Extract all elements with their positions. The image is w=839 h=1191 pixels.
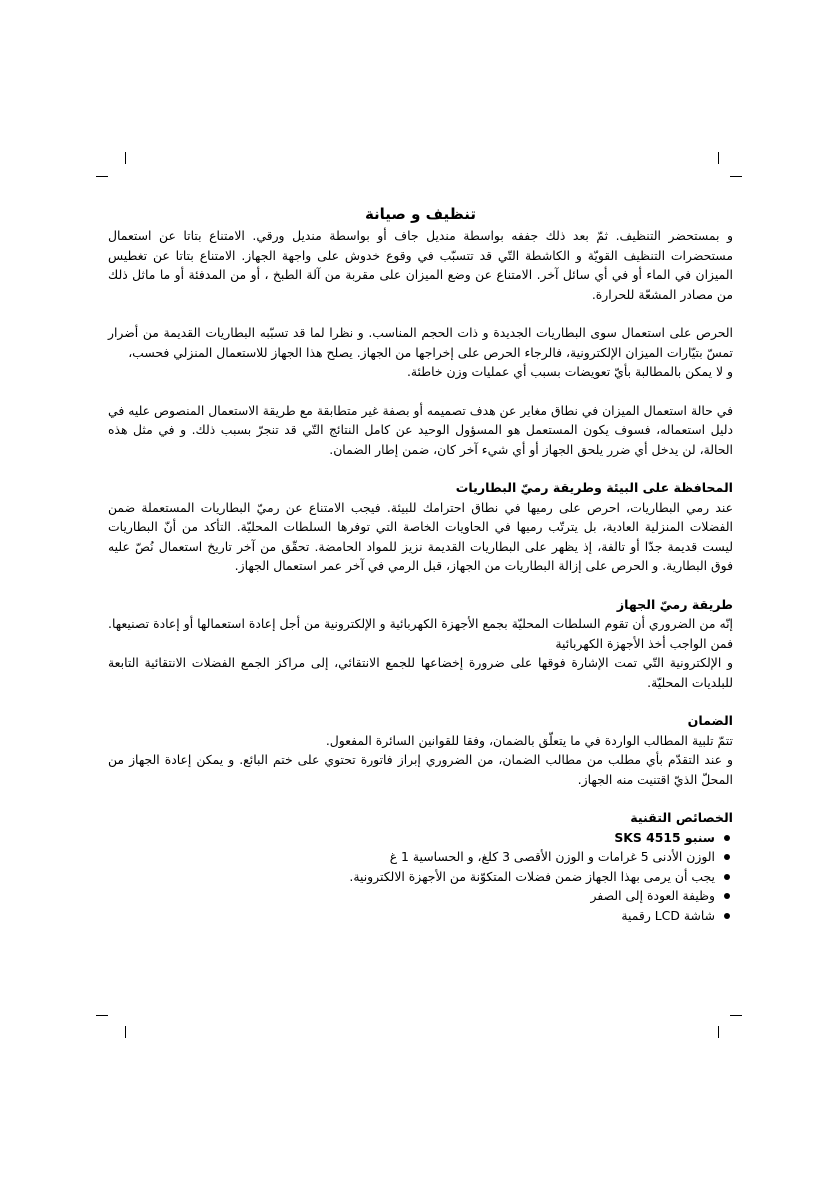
spec-item-text: الوزن الأدنى 5 غرامات و الوزن الأقصى 3 كلغ، و الحساسية 1 غ (389, 849, 715, 864)
specs-list (108, 828, 733, 926)
misuse-paragraph: في حالة استعمال الميزان في نطاق مغاير عن هدف تصميمه أو بصفة غير متطابقة مع طريقة الاستعمال المنصوص عليه في دليل استعماله، فسوف يكون المستعمل هو المسؤول الوحيد عن كامل النتائج التّي قد تنجرّ بسبب ذلك. و في مثل هذه الحالة، لن يدخل أي ضرر يلحق الجهاز أو أي شيء آخر كان، ضمن إطار الضمان. (108, 402, 733, 457)
disposal-heading: طريقة رميّ الجهاز (616, 596, 733, 612)
spacer (108, 304, 733, 323)
bullet-icon (724, 893, 730, 899)
crop-mark-bottom-left-vertical (125, 1026, 126, 1038)
crop-mark-bottom-right-vertical (718, 1026, 719, 1038)
spec-item-text: وظيفة العودة إلى الصفر (590, 888, 715, 903)
crop-mark-top-left-vertical (125, 152, 126, 164)
spec-item-disposal (108, 867, 715, 887)
crop-mark-top-right-horizontal (730, 176, 742, 177)
crop-mark-bottom-right-horizontal (730, 1015, 742, 1016)
bullet-icon (724, 913, 730, 919)
spacer (108, 382, 733, 401)
crop-mark-bottom-left-horizontal (96, 1015, 108, 1016)
document-body (108, 204, 733, 925)
batteries-paragraph-2: و لا يمكن بالمطالبة بأيّ تعويضات بسبب أي عمليات وزن خاطئة. (406, 364, 733, 379)
environment-paragraph: عند رمي البطاريات، احرص على رميها في نطاق احترامك للبيئة. فيجب الامتناع عن رميّ البطاريات المستعملة ضمن الفضلات المنزلية العادية، بل يترتّب رميها في الحاويات الخاصة التي توفرها السلطات المحليّة. التأكد من أنّ البطاريات ليست قديمة جدّا أو تالفة، إذ يظهر على البطاريات القديمة نزيز للمواد الحامضة. تحقّق من آخر تاريخ استعمال نُصّ عليه فوق البطارية. و الحرص على إزالة البطاريات من الجهاز، قبل الرمي في آخر عمر استعمال الجهاز. (108, 499, 733, 573)
disposal-paragraph: إنّه من الضروري أن تقوم السلطات المحليّة بجمع الأجهزة الكهربائية و الإلكترونية من أجل إعادة استعمالها أو إعادة تصنيعها. فمن الواجب أخذ الأجهزة الكهربائية (108, 616, 733, 651)
spec-item-text: سنبو SKS 4515 (614, 829, 715, 845)
batteries-paragraph: الحرص على استعمال سوى البطاريات الجديدة و ذات الحجم المناسب. و نظرا لما قد تسبّبه البطاريات القديمة من أضرار تمسّ بتيّارات الميزان الإلكترونية، فالرجاء الحرص على إخراجها من الجهاز. يصلح هذا الجهاز للاستعمال المنزلي فحسب، (108, 325, 733, 360)
disposal-paragraph-2: و الإلكترونية التّي تمت الإشارة فوقها على ضرورة إخضاعها للجمع الانتقائي، إلى مراكز الجمع الفضلات الانتقائية التابعة للبلديات المحليّة. (108, 655, 733, 690)
bullet-icon (724, 835, 730, 841)
crop-mark-top-right-vertical (718, 152, 719, 164)
crop-mark-top-left-horizontal (96, 176, 108, 177)
spec-item-weight (108, 847, 715, 867)
spacer (108, 459, 733, 478)
bullet-icon (724, 874, 730, 880)
spacer (108, 692, 733, 711)
spacer (108, 576, 733, 595)
spacer (108, 789, 733, 808)
environment-heading: المحافظة على البيئة وطريقة رميّ البطاريات (455, 480, 733, 495)
spec-item-tare (108, 886, 715, 906)
page-title: تنظيف و صيانة (364, 205, 477, 223)
cleaning-paragraph: و بمستحضر التنظيف. ثمّ بعد ذلك جففه بواسطة منديل جاف أو بواسطة منديل ورقي. الامتناع بتاتا عن استعمال مستحضرات التنظيف القويّة و الكاشطة التّي قد تتسبّب في وقوع خدوش على واجهة الجهاز. الامتناع بتاتا عن تغطيس الميزان في الماء أو في أي سائل آخر. الامتناع عن وضع الميزان على مقربة من آلة الطبخ ، أو من المدفئة أو ما ماثل ذلك من مصادر المشعّة للحرارة. (108, 228, 733, 302)
warranty-heading: الضمان (687, 713, 733, 728)
warranty-paragraph: تتمّ تلبية المطالب الواردة في ما يتعلّق بالضمان، وفقا للقوانين السائرة المفعول. (325, 732, 733, 748)
spec-item-model (108, 828, 715, 848)
specs-heading: الخصائص التقنية (630, 810, 733, 825)
spec-item-text: شاشة LCD رقمية (621, 907, 715, 923)
spec-item-display (108, 906, 715, 926)
bullet-icon (724, 854, 730, 860)
spec-item-text: يجب أن يرمى بهذا الجهاز ضمن فضلات المتكوّنة من الأجهزة الالكترونية. (349, 868, 715, 884)
warranty-paragraph-2: و عند التقدّم بأي مطلب من مطالب الضمان، من الضروري إبراز فاتورة تحتوي على ختم البائع. و يمكن إعادة الجهاز من المحلّ الذيّ اقتنيت منه الجهاز. (108, 752, 733, 787)
